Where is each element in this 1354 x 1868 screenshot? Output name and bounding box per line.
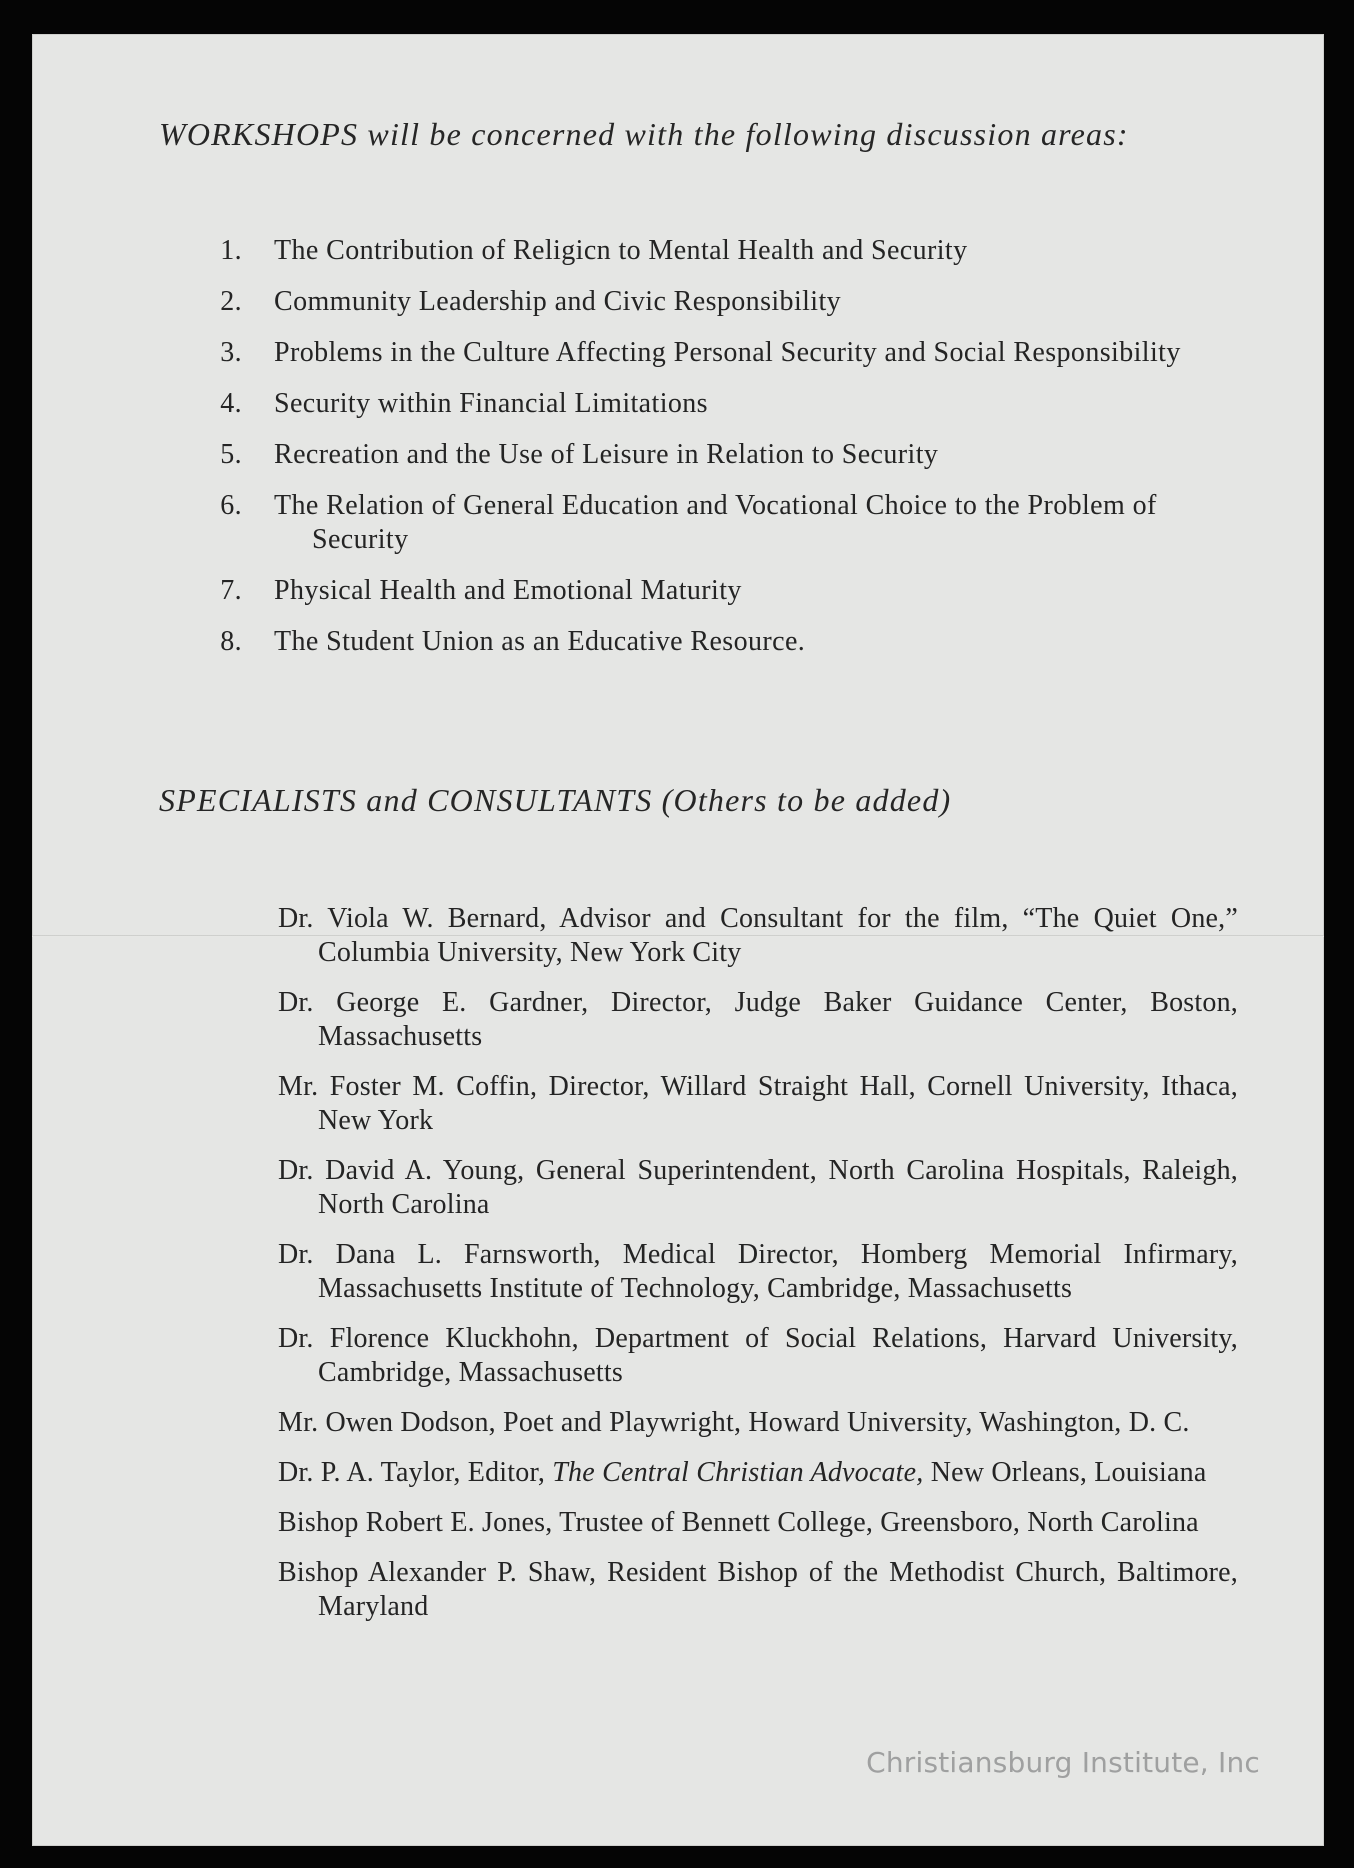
specialist-text-part: Dr. P. A. Taylor, Editor, — [278, 1457, 553, 1488]
watermark-text: Christiansburg Institute, Inc — [866, 1746, 1260, 1779]
specialist-text: Dr. Florence Kluckhohn, Department of Social Relations, Harvard University, Cambridge, Massachusetts — [278, 1323, 1238, 1388]
publication-title: The Central Christian Advocate, — [552, 1457, 924, 1488]
specialist-text — [278, 1456, 1238, 1490]
workshop-item — [202, 438, 1232, 472]
workshop-item — [202, 234, 1232, 268]
workshop-text: Physical Health and Emotional Maturity — [274, 575, 742, 606]
specialist-text: Bishop Alexander P. Shaw, Resident Bishop of the Methodist Church, Baltimore, Maryland — [278, 1557, 1238, 1622]
workshop-text: Problems in the Culture Affecting Personal Security and Social Responsibility — [274, 337, 1181, 368]
workshop-list — [202, 234, 1232, 676]
specialist-text: Dr. George E. Gardner, Director, Judge Baker Guidance Center, Boston, Massachusetts — [278, 987, 1238, 1052]
workshop-text: Security within Financial Limitations — [274, 388, 708, 419]
specialist-entry — [278, 1070, 1238, 1138]
specialist-entry — [278, 1506, 1238, 1540]
specialists-heading: SPECIALISTS and CONSULTANTS (Others to be added) — [159, 782, 952, 818]
workshops-heading: WORKSHOPS will be concerned with the following discussion areas: — [159, 116, 1129, 152]
specialist-text: Mr. Owen Dodson, Poet and Playwright, Howard University, Washington, D. C. — [278, 1407, 1190, 1438]
specialist-entry — [278, 902, 1238, 970]
specialist-entry — [278, 1238, 1238, 1306]
specialist-entry — [278, 1154, 1238, 1222]
workshop-item — [202, 574, 1232, 608]
workshop-item — [202, 489, 1232, 557]
specialist-entry — [278, 986, 1238, 1054]
workshop-number: 8. — [220, 626, 242, 657]
workshop-item — [202, 387, 1232, 421]
specialist-text: Mr. Foster M. Coffin, Director, Willard Straight Hall, Cornell University, Ithaca, New York — [278, 1071, 1238, 1136]
specialist-entry — [278, 1556, 1238, 1624]
workshop-text: The Relation of General Education and Vocational Choice to the Problem of Security — [274, 490, 1157, 555]
workshop-text: The Student Union as an Educative Resource. — [274, 626, 806, 657]
specialist-text: Dr. Dana L. Farnsworth, Medical Director, Homberg Memorial Infirmary, Massachusetts Institute of Technology, Cambridge, Massachusetts — [278, 1239, 1238, 1304]
workshop-text: The Contribution of Religicn to Mental Health and Security — [274, 235, 968, 266]
document-page — [32, 34, 1324, 1846]
specialist-entry — [278, 1406, 1238, 1440]
workshop-number: 7. — [220, 575, 242, 606]
workshop-text: Recreation and the Use of Leisure in Relation to Security — [274, 439, 939, 470]
specialist-entry — [278, 1456, 1238, 1490]
workshop-text: Community Leadership and Civic Responsibility — [274, 286, 842, 317]
specialist-text: Bishop Robert E. Jones, Trustee of Bennett College, Greensboro, North Carolina — [278, 1507, 1199, 1538]
workshop-item — [202, 625, 1232, 659]
specialist-text: Dr. Viola W. Bernard, Advisor and Consultant for the film, “The Quiet One,” Columbia University, New York City — [278, 903, 1238, 968]
workshop-number: 6. — [220, 490, 242, 521]
specialist-text: Dr. David A. Young, General Superintendent, North Carolina Hospitals, Raleigh, North Carolina — [278, 1155, 1238, 1220]
workshop-item — [202, 336, 1232, 370]
specialist-text-part: New Orleans, Louisiana — [930, 1457, 1207, 1488]
workshop-number: 5. — [220, 439, 242, 470]
specialist-list — [278, 902, 1238, 1640]
workshop-number: 3. — [220, 337, 242, 368]
workshop-number: 2. — [220, 286, 242, 317]
workshop-number: 4. — [220, 388, 242, 419]
workshop-item — [202, 285, 1232, 319]
workshop-number: 1. — [220, 235, 242, 266]
specialist-entry — [278, 1322, 1238, 1390]
